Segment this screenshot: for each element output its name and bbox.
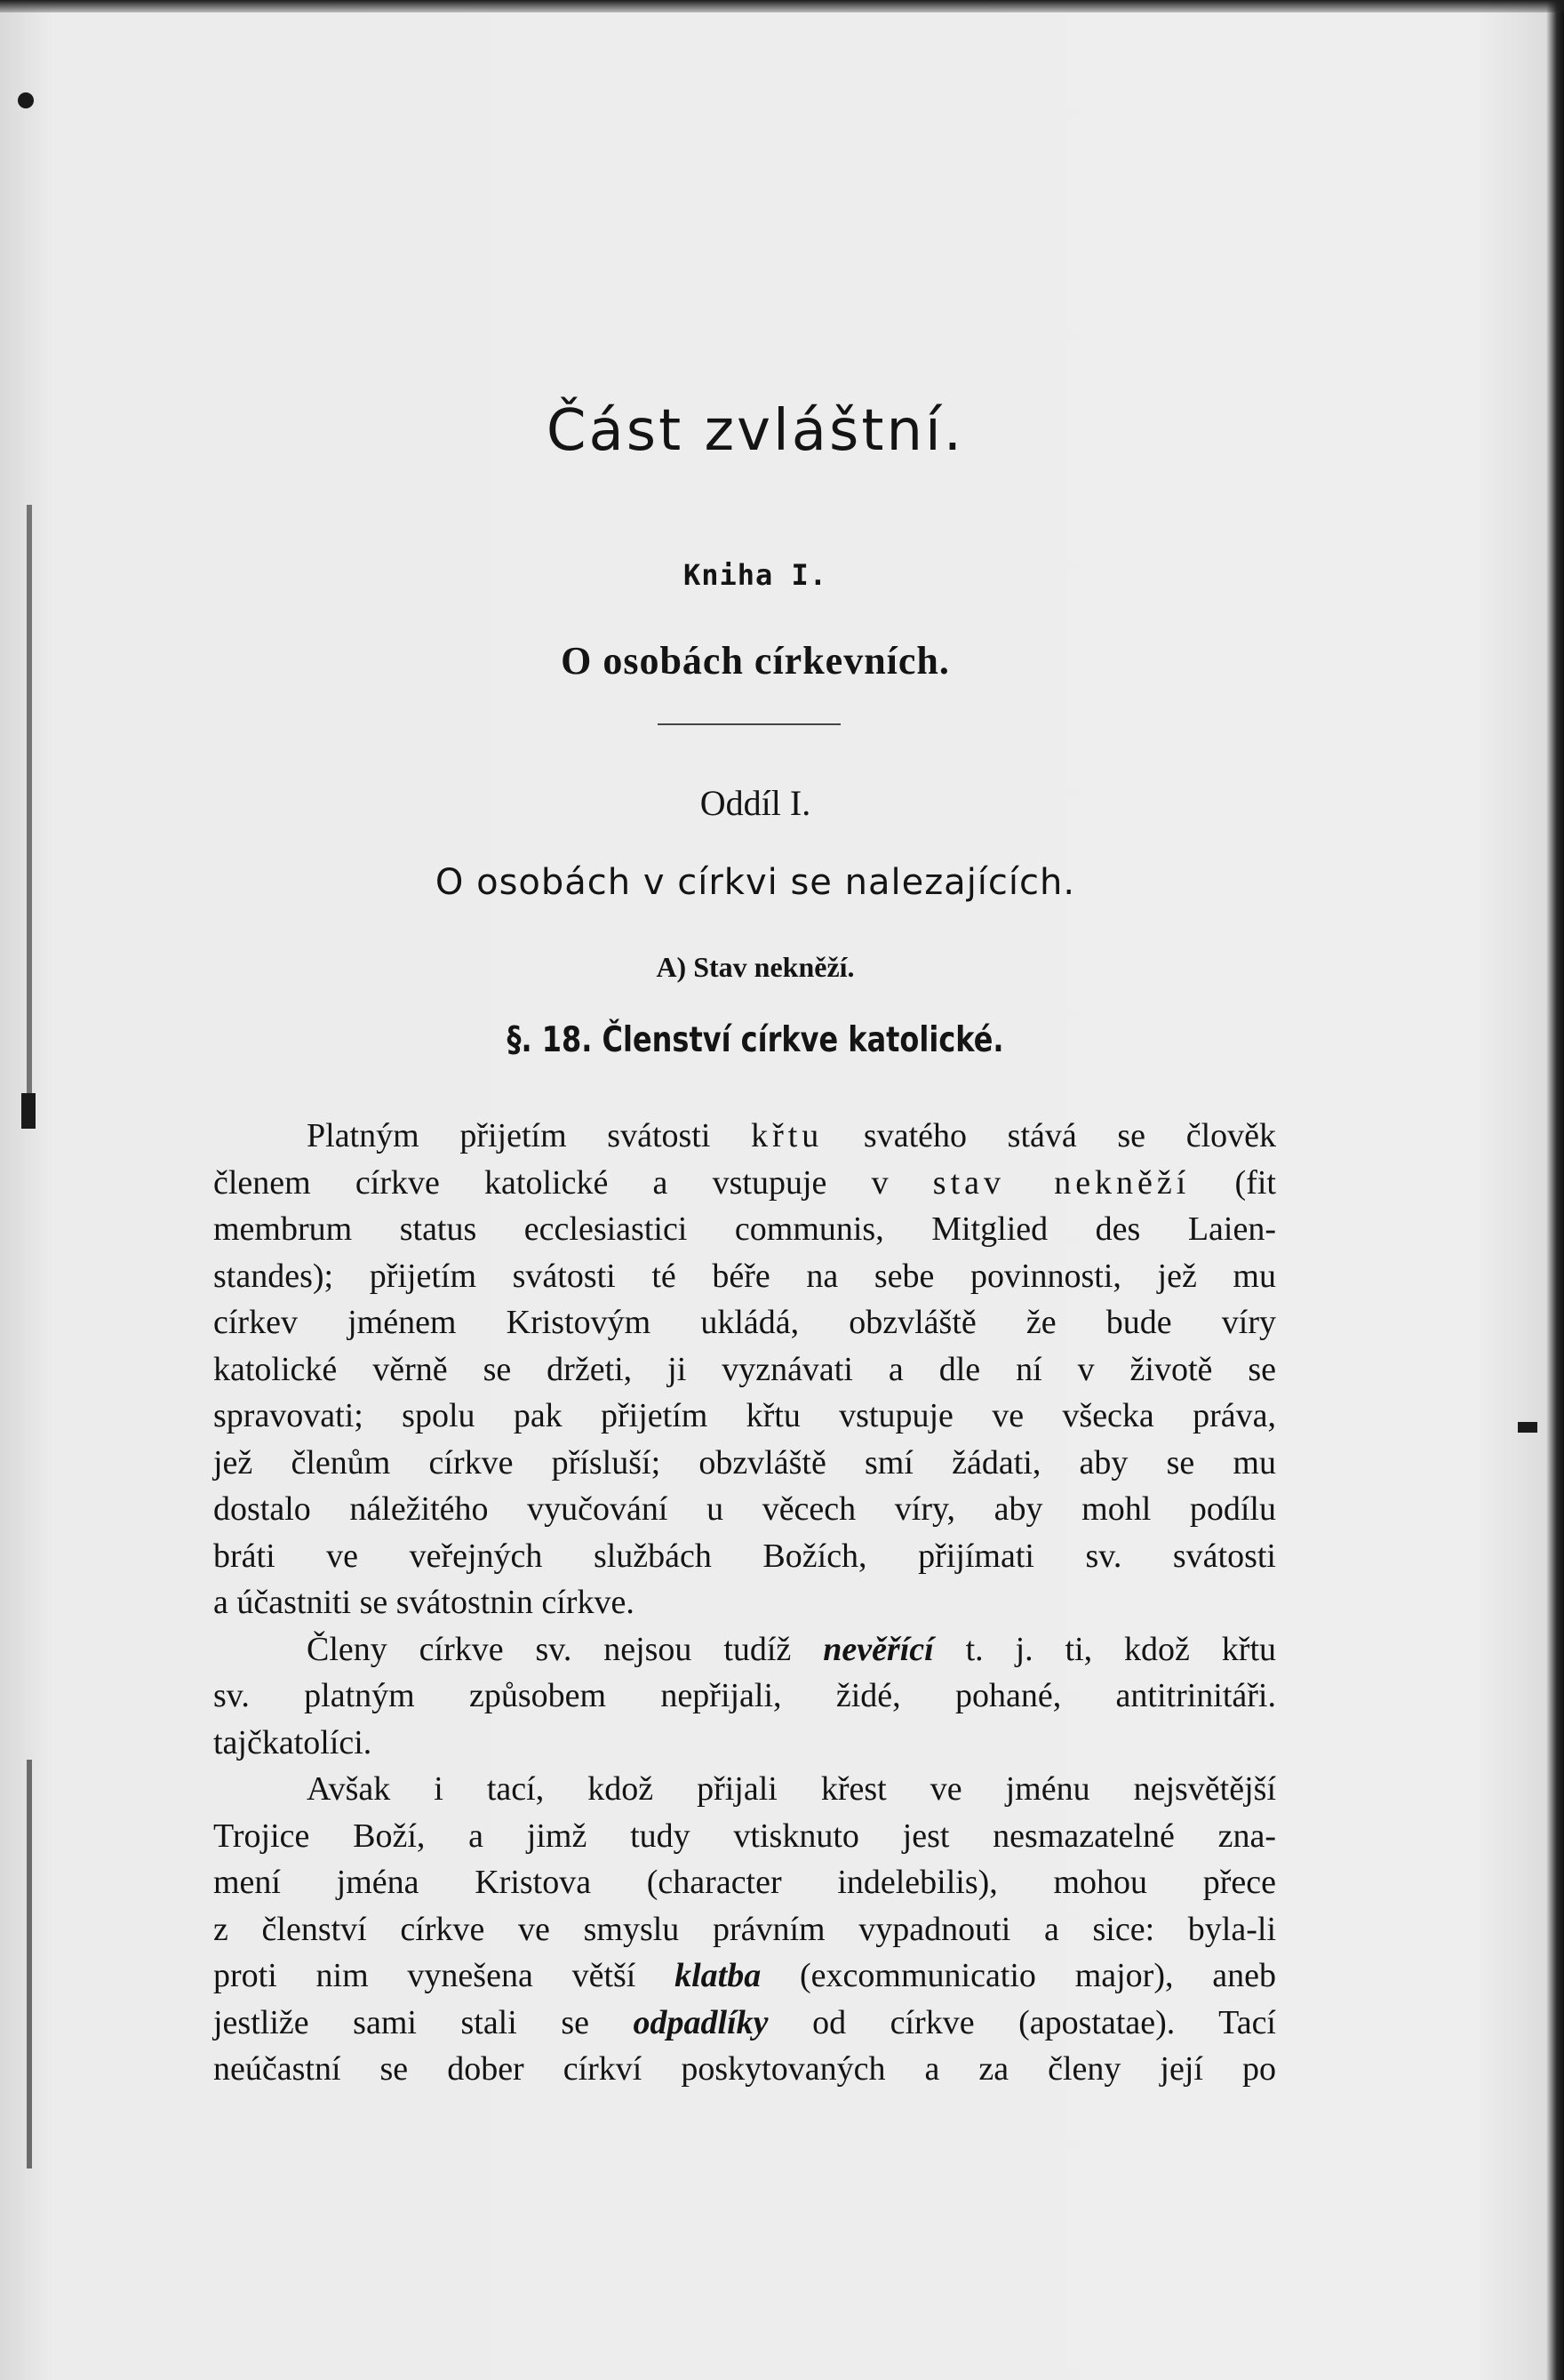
text-line: církev jménem Kristovým ukládá, obzvláště že bude víry: [213, 1304, 1276, 1341]
part-title: Část zvláštní.: [546, 398, 965, 464]
text-line: jestliže sami stali se odpadlíky od církve (apostatae). Tací: [213, 2003, 1276, 2041]
divider-rule: [658, 723, 841, 725]
text-line: členem církve katolické a vstupuje v stav nekněží (fit: [213, 1163, 1276, 1202]
text-line: Platným přijetím svátosti křtu svatého stává se člověk: [307, 1117, 1276, 1154]
binding-mark: [18, 92, 34, 108]
binding-mark: [27, 1760, 32, 2168]
text-line: proti nim vynešena větší klatba (excommunicatio major), aneb: [213, 1957, 1276, 1994]
text-line: a účastniti se svátostnin církve.: [213, 1584, 634, 1621]
page-top-edge: [0, 0, 1564, 12]
text-line: Členy církve sv. nejsou tudíž nevěřící t. j. ti, kdož křtu: [307, 1630, 1276, 1668]
text-line: z členství církve ve smyslu právním vypadnouti a sice: byla-li: [213, 1910, 1276, 1948]
book-label: Kniha I.: [682, 558, 828, 592]
text-line: spravovati; spolu pak přijetím křtu vstupuje ve všecka práva,: [213, 1397, 1276, 1434]
book-title: O osobách církevních.: [561, 639, 950, 683]
subsection-title: A) Stav nekněží.: [656, 951, 855, 983]
text-line: jež členům církve přísluší; obzvláště smí žádati, aby se mu: [213, 1443, 1276, 1482]
text-line: dostalo náležitého vyučování u věcech víry, aby mohl podílu: [213, 1490, 1276, 1528]
paragraph-title: §. 18. Členství církve katolické.: [507, 1020, 1004, 1060]
text-line: sv. platným způsobem nepřijali, židé, pohané, antitrinitáři.: [213, 1677, 1276, 1714]
text-line: mení jména Kristova (character indelebilis), mohou přece: [213, 1864, 1276, 1901]
text-line: tajčkatolíci.: [213, 1723, 372, 1761]
binding-mark: [1518, 1422, 1537, 1433]
body-text: [213, 1113, 1276, 2093]
text-line: bráti ve veřejných službách Božích, přijímati sv. svátosti: [213, 1537, 1276, 1575]
text-line: membrum status ecclesiastici communis, Mitglied des Laien-: [213, 1210, 1276, 1248]
text-line: katolické věrně se držeti, ji vyznávati a dle ní v životě se: [213, 1350, 1276, 1388]
binding-mark: [21, 1093, 36, 1129]
text-line: standes); přijetím svátosti té béře na sebe povinnosti, jež mu: [213, 1257, 1276, 1295]
division-label: Oddíl I.: [699, 783, 811, 823]
text-line: neúčastní se dober církví poskytovaných a za členy její po: [213, 2050, 1276, 2088]
division-title: O osobách v církvi se nalezajících.: [435, 862, 1076, 903]
text-line: Trojice Boží, a jimž tudy vtisknuto jest nesmazatelné zna-: [213, 1817, 1276, 1855]
text-line: Avšak i tací, kdož přijali křest ve jménu nejsvětější: [307, 1770, 1276, 1808]
